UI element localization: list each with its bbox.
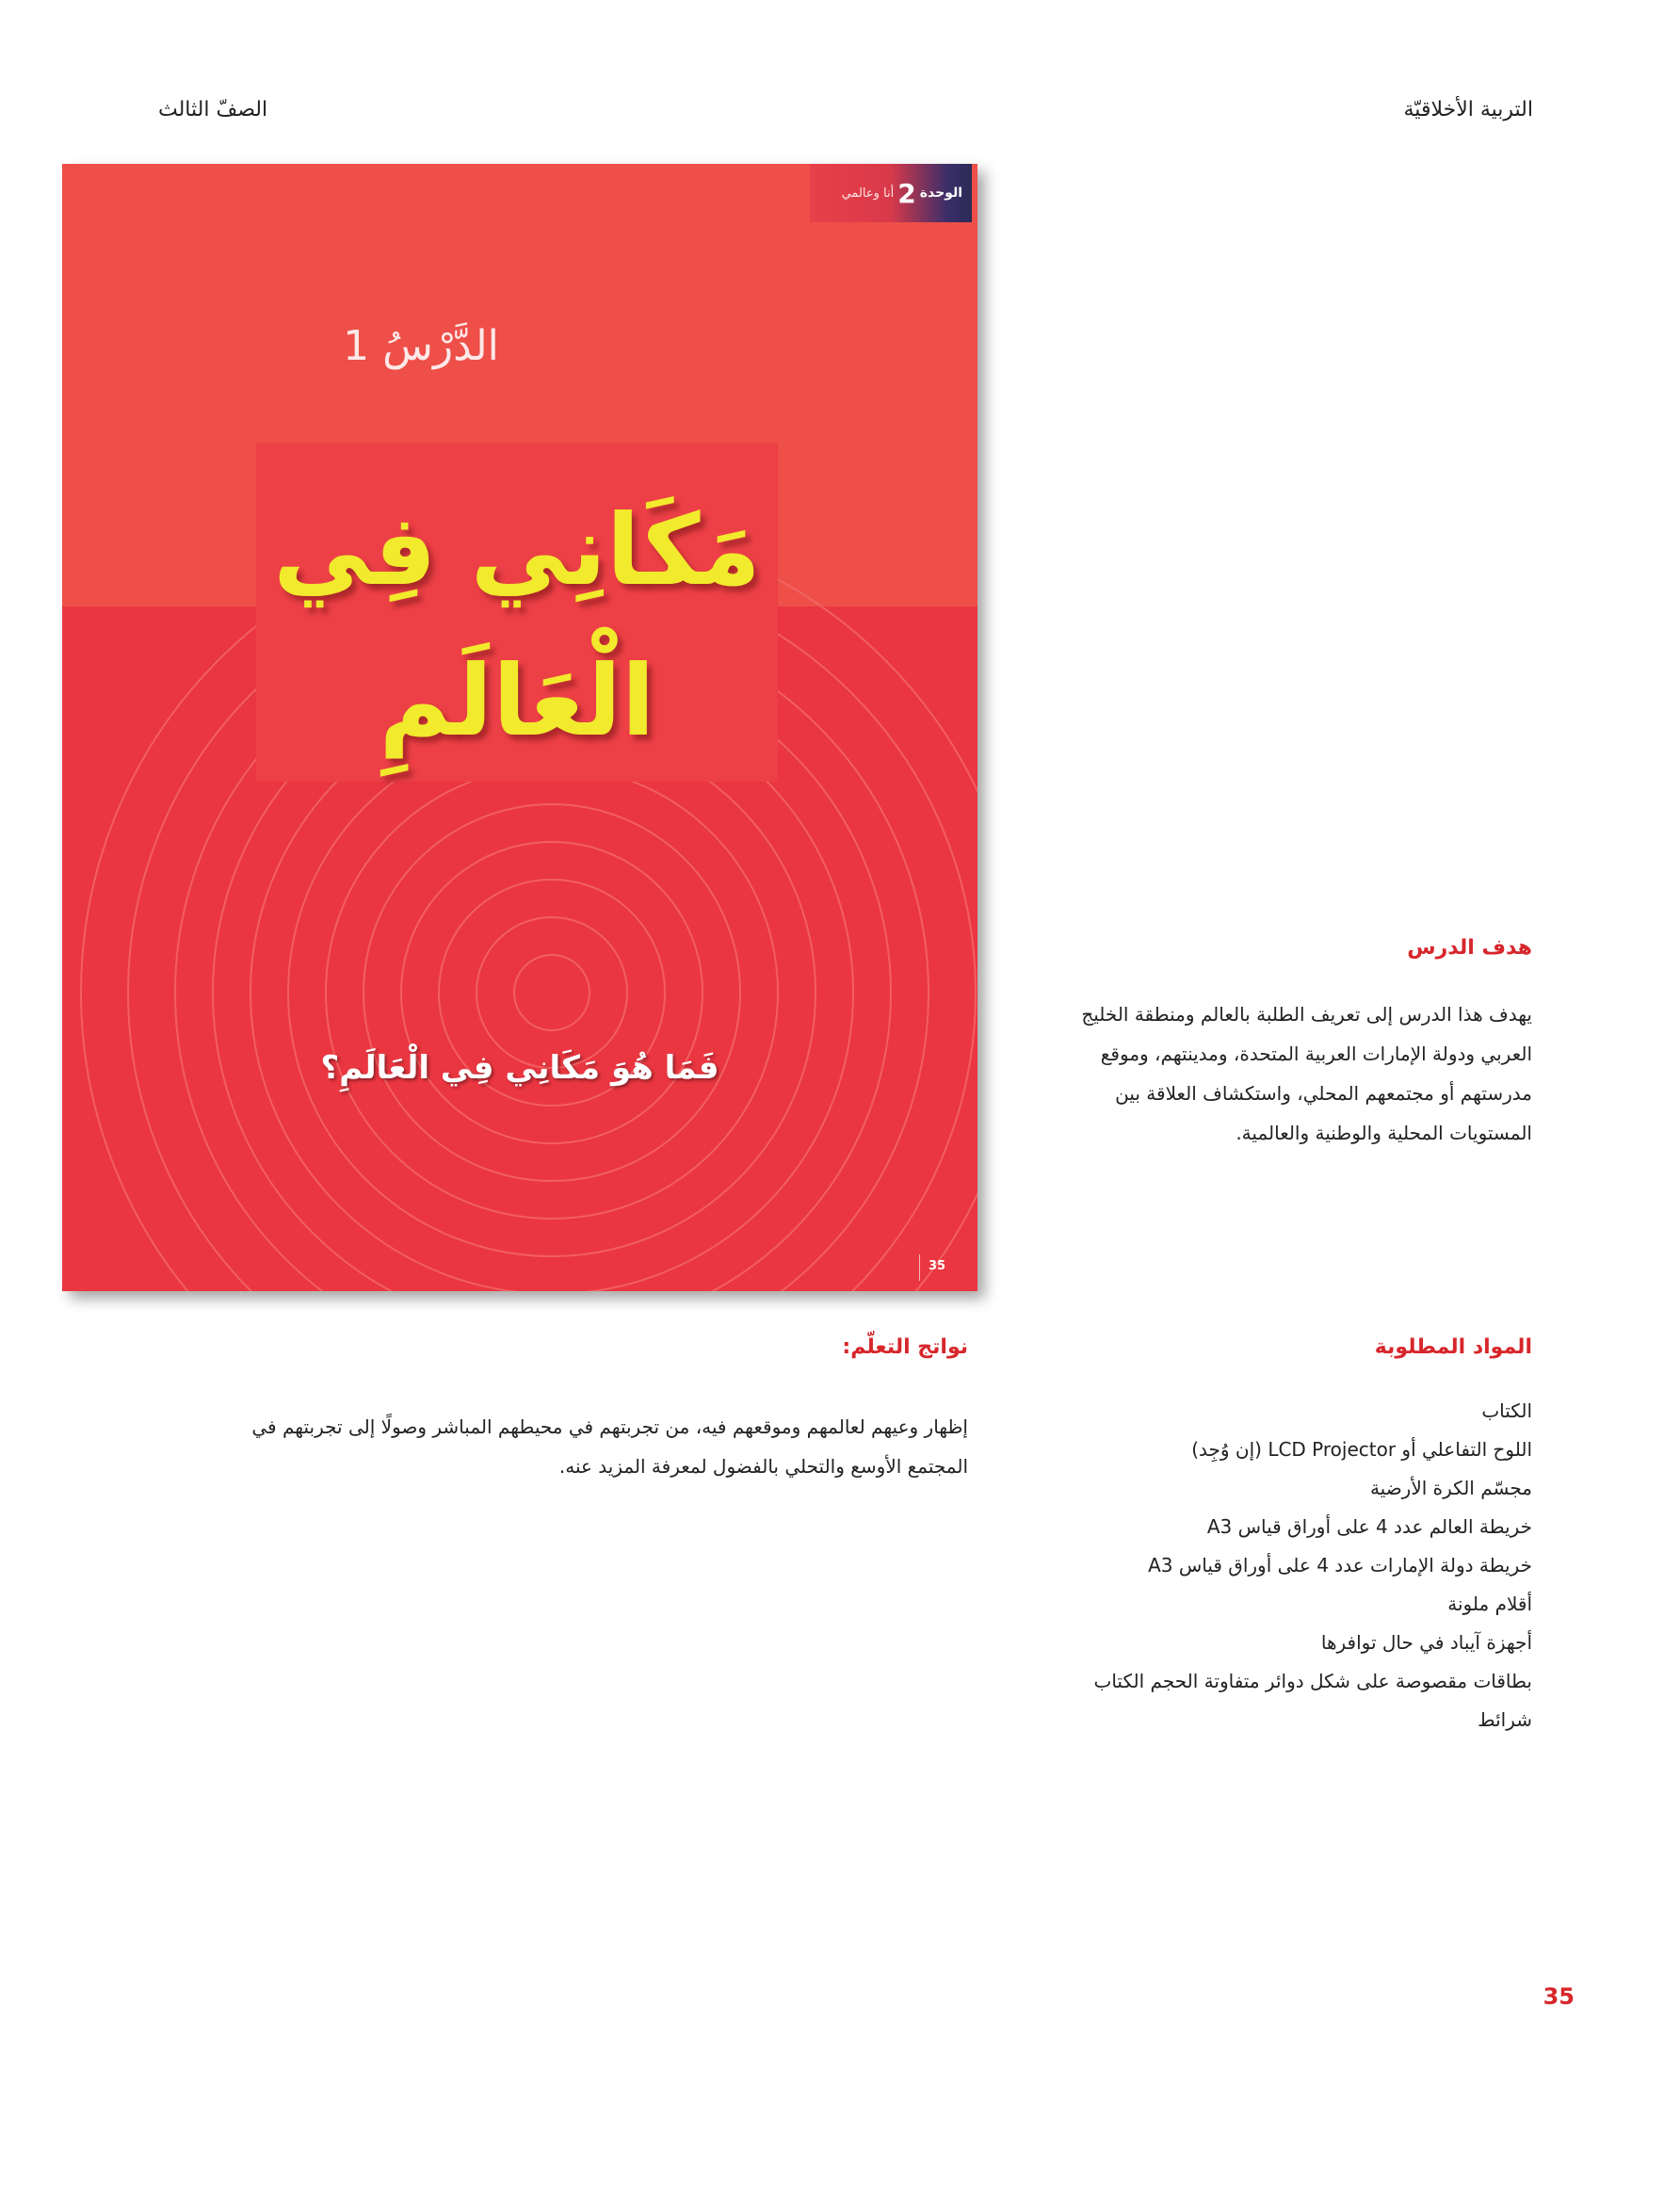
cover-title-line-1: مَكَانِي فِي [273, 493, 761, 607]
lesson-goal-title: هدف الدرس [1407, 936, 1532, 960]
learning-outcomes-title: نواتج التعلّم: [842, 1335, 968, 1359]
learning-outcomes-text: إظهار وعيهم لعالمهم وموقعهم فيه، من تجربتهم في محيطهم المباشر وصولًا إلى تجربتهم في المجتمع الأوسع والتحلي بالفضول لمعرفة المزيد عنه. [251, 1415, 968, 1478]
materials-item: مجسّم الكرة الأرضية [1369, 1477, 1532, 1499]
materials-item: الكتاب [1481, 1399, 1532, 1422]
lesson-cover-image [62, 164, 977, 1291]
cover-title-line-2: الْعَالَمِ [379, 643, 655, 758]
unit-subtitle: أنا وعالمي [841, 186, 895, 201]
cover-question: فَمَا هُوَ مَكَانِي فِي الْعَالَمِ؟ [320, 1049, 719, 1087]
materials-item: خريطة دولة الإمارات عدد 4 على أوراق قياس A3 [1148, 1554, 1532, 1576]
materials-item: اللوح التفاعلي أو LCD Projector (إن وُجِد) [1191, 1438, 1532, 1461]
unit-label: الوحدة [919, 186, 962, 201]
cover-page-divider [919, 1254, 920, 1281]
lesson-goal-text: يهدف هذا الدرس إلى تعريف الطلبة بالعالم ومنطقة الخليج العربي ودولة الإمارات العربية المتحدة، ومدينتهم، وموقع مدرستهم أو مجتمعهم المحلي، واستكشاف العلاقة بين المستويات المحلية والوطنية والعالمية. [1081, 1003, 1532, 1144]
materials-item: بطاقات مقصوصة على شكل دوائر متفاوتة الحجم الكتاب [1093, 1670, 1532, 1692]
materials-item: أقلام ملونة [1447, 1593, 1532, 1615]
lesson-label: الدَّرْسُ 1 [343, 322, 499, 370]
cover-title [256, 475, 778, 776]
subject-header: التربية الأخلاقيّة [1403, 98, 1533, 121]
materials-item: أجهزة آيباد في حال توافرها [1320, 1631, 1532, 1654]
cover-page-number: 35 [929, 1259, 946, 1273]
grade-header: الصفّ الثالث [158, 98, 268, 121]
unit-badge [810, 164, 972, 222]
materials-list [1061, 1392, 1532, 1739]
materials-item: خريطة العالم عدد 4 على أوراق قياس A3 [1206, 1515, 1532, 1538]
page-number: 35 [1543, 1983, 1575, 2010]
materials-title: المواد المطلوبة [1374, 1335, 1532, 1359]
unit-number: 2 [897, 177, 916, 209]
materials-item: شرائط [1478, 1708, 1532, 1731]
